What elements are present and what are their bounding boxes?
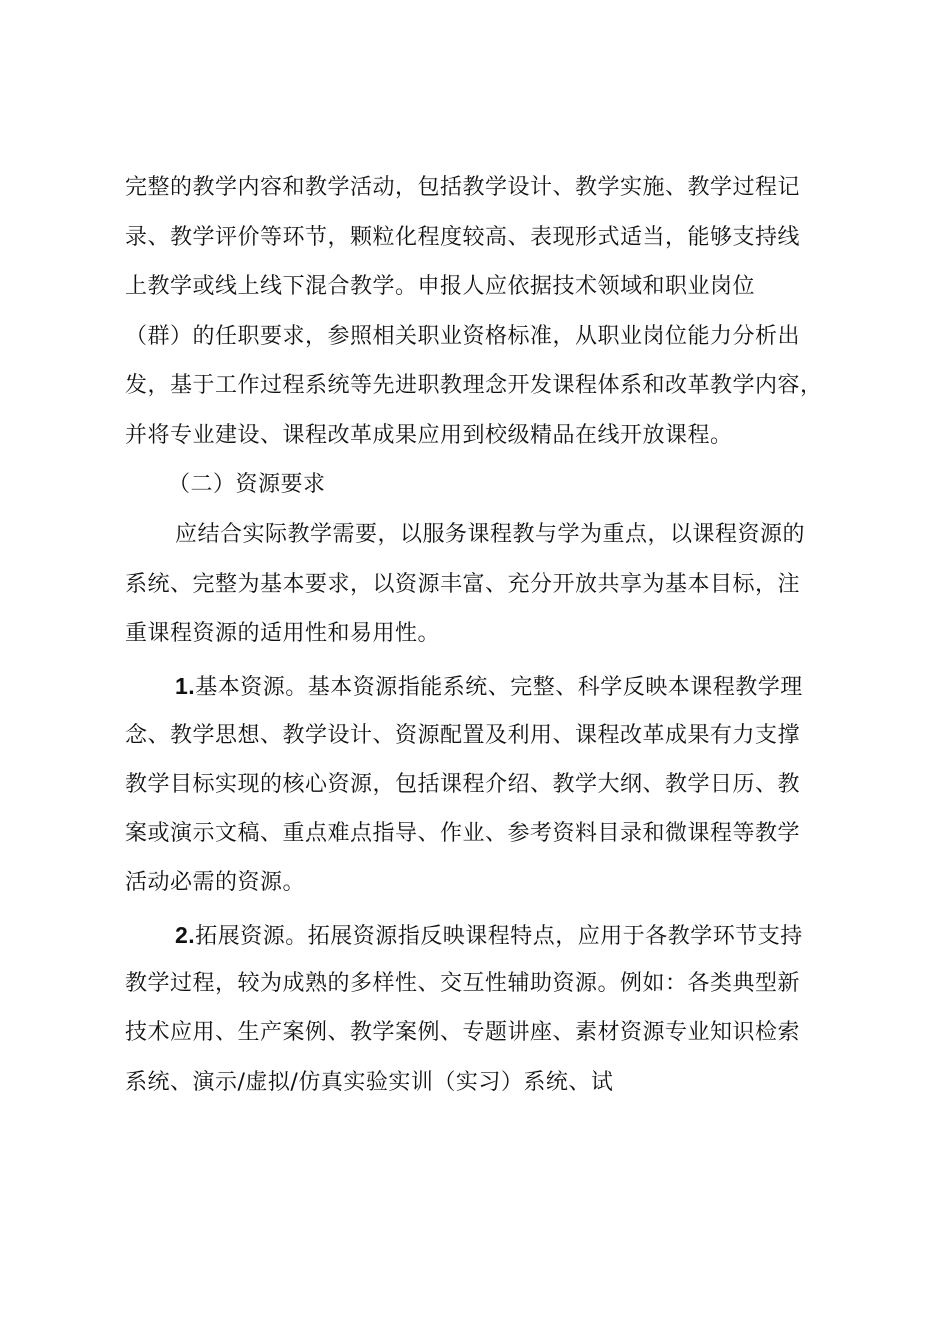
item-1-line-2: 念、教学思想、教学设计、资源配置及利用、课程改革成果有力支撑 xyxy=(125,723,801,748)
item-1-line-1 xyxy=(175,671,803,701)
paragraph-1-line-4: （群）的任职要求，参照相关职业资格标准，从职业岗位能力分析出 xyxy=(125,324,801,349)
paragraph-1-line-5: 发，基于工作过程系统等先进职教理念开发课程体系和改革教学内容， xyxy=(125,373,823,398)
item-1-number: 1. xyxy=(175,673,196,699)
item-1-text: 基本资源。基本资源指能系统、完整、科学反映本课程教学理 xyxy=(195,675,803,700)
paragraph-1-line-2: 录、教学评价等环节，颗粒化程度较高、表现形式适当，能够支持线 xyxy=(125,225,801,250)
item-2-number: 2. xyxy=(175,922,196,948)
paragraph-2-line-1: 应结合实际教学需要，以服务课程教与学为重点，以课程资源的 xyxy=(175,522,806,547)
item-1-line-4: 案或演示文稿、重点难点指导、作业、参考资料目录和微课程等教学 xyxy=(125,821,801,846)
item-2-line-1 xyxy=(175,920,803,950)
item-2-line-4: 系统、演示/虚拟/仿真实验实训（实习）系统、试 xyxy=(125,1070,614,1095)
paragraph-1-line-6: 并将专业建设、课程改革成果应用到校级精品在线开放课程。 xyxy=(125,423,733,448)
paragraph-2-line-2: 系统、完整为基本要求，以资源丰富、充分开放共享为基本目标，注 xyxy=(125,572,801,597)
item-2-line-2: 教学过程，较为成熟的多样性、交互性辅助资源。例如：各类典型新 xyxy=(125,971,801,996)
item-2-line-3: 技术应用、生产案例、教学案例、专题讲座、素材资源专业知识检索 xyxy=(125,1020,801,1045)
item-1-line-5: 活动必需的资源。 xyxy=(125,870,306,895)
paragraph-2-line-3: 重课程资源的适用性和易用性。 xyxy=(125,621,441,646)
paragraph-1-line-1: 完整的教学内容和教学活动，包括教学设计、教学实施、教学过程记 xyxy=(125,175,801,200)
paragraph-1-line-3: 上教学或线上线下混合教学。申报人应依据技术领域和职业岗位 xyxy=(125,274,756,299)
section-heading: （二）资源要求 xyxy=(168,472,326,497)
item-2-text: 拓展资源。拓展资源指反映课程特点，应用于各教学环节支持 xyxy=(195,924,803,949)
item-1-line-3: 教学目标实现的核心资源，包括课程介绍、教学大纲、教学日历、教 xyxy=(125,772,801,797)
